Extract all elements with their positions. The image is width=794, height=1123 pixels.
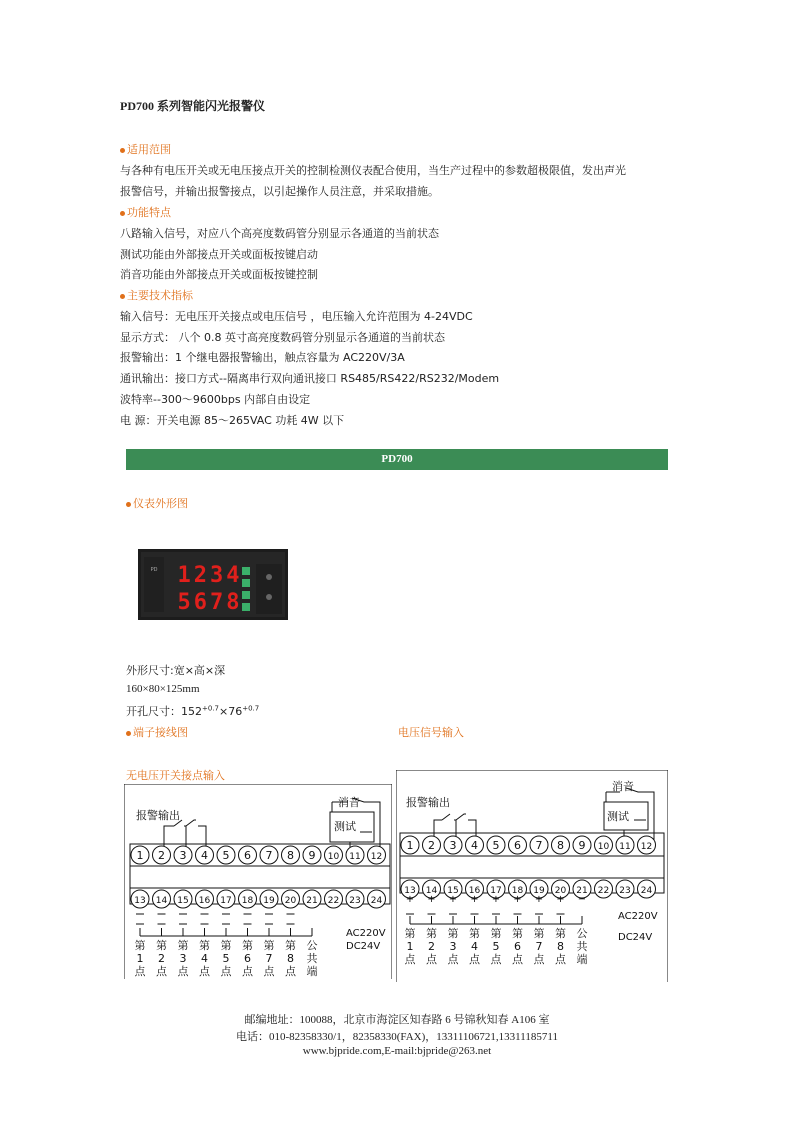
bottom-terminal [260,890,278,908]
svg-text:第: 第 [490,927,502,940]
svg-text:3: 3 [449,940,457,953]
power-dc-label: DC24V [346,941,381,952]
svg-text:+: + [427,894,436,905]
svg-text:13: 13 [134,896,146,906]
top-terminal [346,846,364,864]
footer-web: www.bjpride.com,E-mail:bjpride@263.net [302,1045,492,1057]
bottom-terminal [282,890,300,908]
top-terminal [303,846,321,864]
test-label: 测试 [334,820,356,833]
input-point-label [577,894,588,966]
top-terminal [401,836,419,854]
svg-text:公: 公 [306,939,318,952]
bullet-icon [120,211,125,216]
svg-text:点: 点 [533,953,545,966]
top-terminal [260,846,278,864]
svg-text:14: 14 [425,886,438,896]
spec-line: 电 源：开关电源 85～265VAC 功耗 4W 以下 [120,414,345,427]
bottom-terminal [303,890,321,908]
svg-text:2: 2 [428,839,435,852]
svg-text:1: 1 [136,952,144,965]
input-point-label [405,894,417,966]
svg-text:19: 19 [533,886,545,896]
test-label: 测试 [607,810,629,823]
input-point-label [555,894,567,966]
svg-text:16: 16 [468,886,481,896]
svg-text:点: 点 [177,965,189,978]
svg-text:点: 点 [220,965,232,978]
section-heading-wiring: 端子接线图 [126,724,188,740]
top-terminal [368,846,386,864]
top-terminal [573,836,591,854]
svg-text:点: 点 [242,965,253,978]
bottom-terminal [217,890,235,908]
dims-label: 外形尺寸:宽×高×深 [126,664,226,677]
section-heading-specs: 主要技术指标 [120,287,193,303]
svg-text:1: 1 [406,940,414,953]
top-terminal [174,846,192,864]
bullet-icon [126,731,131,736]
svg-text:8: 8 [557,940,564,953]
svg-text:第: 第 [156,939,167,952]
svg-text:3: 3 [179,952,187,965]
top-terminal [552,836,570,854]
scope-line: 与各种有电压开关或无电压接点开关的控制检测仪表配合使用，当生产过程中的参数超极限值，发出声光 [120,164,626,177]
svg-text:5: 5 [222,849,230,862]
meter-led [242,579,250,587]
svg-text:4: 4 [471,940,478,953]
svg-text:第: 第 [242,939,253,952]
page-title: PD700 系列智能闪光报警仪 [120,99,265,113]
svg-text:8: 8 [557,839,564,852]
svg-text:6: 6 [244,952,251,965]
svg-text:4: 4 [471,839,478,852]
top-terminal [509,836,527,854]
spec-line: 波特率--300～9600bps 内部自由设定 [120,393,311,406]
svg-text:17: 17 [490,886,502,896]
top-terminal [239,846,257,864]
svg-text:第: 第 [199,939,210,952]
svg-text:+: + [491,894,501,905]
svg-text:第: 第 [555,927,566,940]
bottom-terminal [325,890,343,908]
top-terminal [530,836,548,854]
power-ac-label: AC220V [618,911,658,922]
svg-text:10: 10 [597,842,610,852]
svg-text:19: 19 [263,896,275,906]
bottom-terminal [131,890,149,908]
svg-text:第: 第 [263,939,275,952]
svg-text:23: 23 [349,896,361,906]
top-terminal [131,846,149,864]
svg-text:第: 第 [533,927,545,940]
svg-text:3: 3 [179,849,187,862]
footer-address: 邮编地址：100088，北京市海淀区知春路 6 号锦秋知春 A106 室 [244,1014,550,1026]
svg-text:点: 点 [426,953,437,966]
svg-text:23: 23 [619,886,631,896]
bottom-terminal [638,880,656,898]
svg-text:4: 4 [201,849,208,862]
svg-text:3: 3 [449,839,457,852]
input-point-label [534,894,546,966]
svg-text:8: 8 [287,952,294,965]
cutout-size: 开孔尺寸：$152^{+0.7}\times 76^{+0.7}$ [126,704,260,718]
input-point-label [178,914,190,978]
meter-digits-top: 1234 [177,563,243,588]
input-point-label [426,894,438,966]
input-point-label [285,914,297,978]
svg-text:+: + [405,894,415,905]
input-point-label [199,914,211,978]
scope-line: 报警信号，并输出报警接点，以引起操作人员注意，并采取措施。 [120,185,439,198]
svg-text:点: 点 [199,965,210,978]
top-terminal [638,836,656,854]
section-heading-appearance: 仪表外形图 [126,495,188,511]
svg-text:点: 点 [512,953,523,966]
bullet-icon [120,148,125,153]
input-point-label [512,894,524,966]
spec-line: 显示方式： 八个 0.8 英寸高亮度数码管分别显示各通道的当前状态 [120,331,445,344]
svg-text:17: 17 [220,896,232,906]
svg-text:5: 5 [492,839,500,852]
top-terminal [217,846,235,864]
svg-text:5: 5 [222,952,230,965]
svg-text:1: 1 [406,839,414,852]
svg-text:公: 公 [576,927,588,940]
alarm-output-label: 报警输出 [406,796,450,809]
svg-text:12: 12 [370,852,383,862]
top-terminal [595,836,613,854]
svg-text:点: 点 [156,965,167,978]
svg-text:7: 7 [265,952,273,965]
dry-contact-input-label: 无电压开关接点输入 [126,769,225,782]
footer-phone: 电话：010-82358330/1，82358330(FAX)，13311106721,13311185711 [236,1031,558,1043]
dims-value: 160×80×125mm [126,683,200,695]
input-point-label [264,914,276,978]
svg-text:点: 点 [490,953,502,966]
svg-text:8: 8 [287,849,294,862]
svg-text:2: 2 [158,952,165,965]
svg-text:16: 16 [198,896,211,906]
input-point-label [448,894,460,966]
top-terminal [466,836,484,854]
svg-text:第: 第 [285,939,296,952]
svg-text:端: 端 [306,965,318,978]
top-terminal [444,836,462,854]
svg-text:18: 18 [511,886,524,896]
svg-text:共: 共 [306,952,318,965]
svg-text:21: 21 [306,896,318,906]
svg-text:第: 第 [220,939,232,952]
svg-text:点: 点 [555,953,566,966]
top-terminal [282,846,300,864]
voltage-input-label: 电压信号输入 [398,726,464,739]
feature-line: 八路输入信号，对应八个高亮度数码管分别显示各通道的当前状态 [120,227,439,240]
meter-led [242,567,250,575]
meter-led [242,603,250,611]
model-banner: PD700 [126,449,668,470]
input-point-label [135,914,147,978]
svg-text:20: 20 [284,896,297,906]
bottom-terminal [174,890,192,908]
alarm-output-label: 报警输出 [136,809,180,822]
svg-text:22: 22 [597,886,610,896]
svg-text:第: 第 [177,939,189,952]
svg-text:14: 14 [155,896,168,906]
svg-text:15: 15 [177,896,189,906]
meter-digits-bottom: 5678 [177,590,243,615]
meter-led [242,591,250,599]
svg-text:+: + [556,894,565,905]
bottom-terminal [616,880,634,898]
svg-text:第: 第 [512,927,523,940]
svg-text:共: 共 [576,940,588,953]
svg-text:6: 6 [514,839,521,852]
svg-text:点: 点 [404,953,416,966]
svg-text:1: 1 [136,849,144,862]
power-ac-label: AC220V [346,928,386,939]
bullet-icon [126,502,131,507]
svg-text:第: 第 [134,939,146,952]
feature-line: 消音功能由外部接点开关或面板按键控制 [120,268,318,281]
wiring-diagram-voltage [396,770,668,984]
top-terminal [153,846,171,864]
svg-text:11: 11 [619,842,631,852]
svg-text:7: 7 [535,839,543,852]
power-dc-label: DC24V [618,932,653,943]
svg-text:+: + [513,894,522,905]
bottom-terminal [595,880,613,898]
bottom-terminal [196,890,214,908]
spec-line: 输入信号：无电压开关接点或电压信号 ，电压输入允许范围为 4-24VDC [120,310,473,323]
svg-text:点: 点 [285,965,296,978]
svg-text:18: 18 [241,896,254,906]
bottom-terminal [346,890,364,908]
svg-text:第: 第 [426,927,437,940]
svg-text:7: 7 [535,940,543,953]
svg-text:PD: PD [150,567,158,573]
top-terminal [487,836,505,854]
svg-text:22: 22 [327,896,340,906]
svg-text:11: 11 [349,852,361,862]
feature-line: 测试功能由外部接点开关或面板按键启动 [120,248,318,261]
svg-text:+: + [534,894,544,905]
section-heading-scope: 适用范围 [120,141,171,157]
spec-line: 报警输出：1 个继电器报警输出，触点容量为 AC220V/3A [120,351,405,364]
svg-text:20: 20 [554,886,567,896]
svg-text:13: 13 [404,886,416,896]
input-point-label [242,914,254,978]
svg-text:7: 7 [265,849,273,862]
bottom-terminal [239,890,257,908]
meter-photo [138,549,288,620]
svg-text:6: 6 [514,940,521,953]
bullet-icon [120,294,125,299]
svg-text:4: 4 [201,952,208,965]
svg-text:15: 15 [447,886,459,896]
bottom-terminal [368,890,386,908]
bottom-terminal [153,890,171,908]
input-point-label [156,914,168,978]
svg-text:24: 24 [370,896,383,906]
svg-text:+: + [448,894,458,905]
svg-text:点: 点 [469,953,480,966]
svg-text:点: 点 [263,965,275,978]
svg-text:12: 12 [640,842,653,852]
svg-text:−: − [577,894,587,905]
svg-text:+: + [470,894,479,905]
wiring-diagram-dry-contact [124,784,392,984]
svg-text:点: 点 [134,965,146,978]
svg-text:点: 点 [447,953,459,966]
svg-text:9: 9 [308,849,316,862]
input-point-label [469,894,481,966]
svg-text:10: 10 [327,852,340,862]
svg-text:端: 端 [576,953,588,966]
svg-text:第: 第 [404,927,416,940]
svg-text:21: 21 [576,886,588,896]
top-terminal [196,846,214,864]
svg-text:第: 第 [447,927,459,940]
top-terminal [325,846,343,864]
section-heading-features: 功能特点 [120,204,171,220]
spec-line: 通讯输出：接口方式--隔离串行双向通讯接口 RS485/RS422/RS232/Modem [120,372,500,385]
input-point-label [491,894,503,966]
input-point-label [221,914,233,978]
top-terminal [423,836,441,854]
svg-text:2: 2 [158,849,165,862]
svg-text:第: 第 [469,927,480,940]
mute-label: 消音 [612,780,634,793]
top-terminal [616,836,634,854]
svg-text:9: 9 [578,839,586,852]
svg-text:5: 5 [492,940,500,953]
svg-text:24: 24 [640,886,653,896]
svg-text:6: 6 [244,849,251,862]
mute-label: 消音 [338,796,360,809]
svg-text:2: 2 [428,940,435,953]
